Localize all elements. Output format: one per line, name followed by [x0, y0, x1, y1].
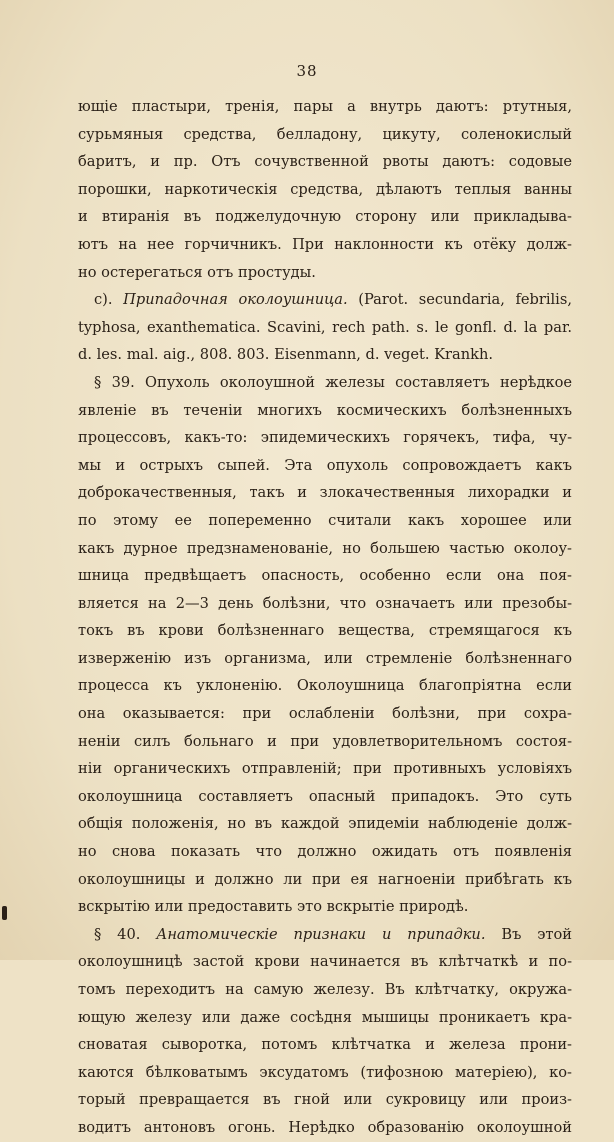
text-line-content: изверженію изъ организма, или стремленіе болѣзненнаго [78, 649, 572, 667]
text-line [78, 121, 572, 149]
text-line-content: торый превращается въ гной или сукровицу или произ- [78, 1091, 572, 1109]
text-line [78, 700, 572, 728]
text-line [78, 93, 572, 121]
text-line-content: водитъ антоновъ огонь. Нерѣдко образованію околоушной [78, 1118, 572, 1136]
text-line-continuation: Въ этой [485, 925, 572, 943]
text-line-content: мы и острыхъ сыпей. Эта опухоль сопровождаетъ какъ [78, 456, 572, 474]
text-line [78, 590, 572, 618]
text-line [78, 535, 572, 563]
text-line-content: томъ переходитъ на самую железу. Въ клѣтчатку, окружа- [78, 981, 572, 998]
text-line [78, 645, 572, 673]
text-line-content: § 40. [94, 925, 157, 943]
text-line [78, 838, 572, 866]
text-line [78, 617, 572, 645]
text-line-content: сурьмяныя средства, белладону, цикуту, соленокислый [78, 125, 572, 143]
text-line [78, 231, 572, 259]
text-line-content: typhosa, exanthematica. Scavini, rech path. s. le gonfl. d. la par. [78, 318, 572, 336]
text-line-content: d. les. mal. aig., 808. 803. Eisenmann, d. veget. Krankh. [78, 346, 494, 364]
text-line-content: сноватая сыворотка, потомъ клѣтчатка и железа прони- [78, 1036, 572, 1054]
text-line [78, 976, 572, 1004]
body-text [78, 93, 572, 1142]
text-line-content: неніи силъ больнаго и при удовлетворительномъ состоя- [78, 732, 572, 750]
text-line-content: ніи органическихъ отправленій; при противныхъ условіяхъ [78, 760, 572, 778]
italic-heading: Анатомическіе признаки и припадки. [156, 925, 486, 943]
text-line-content: баритъ, и пр. Отъ сочувственной рвоты даютъ: содовые [78, 153, 572, 171]
text-line-content: вскрытію или предоставить это вскрытіе природѣ. [78, 898, 469, 916]
text-line [78, 259, 572, 287]
text-line [78, 783, 572, 811]
text-line-content: ютъ на нее горчичникъ. При наклонности къ отёку долж- [78, 235, 572, 253]
text-line [78, 755, 572, 783]
text-line-content: § 39. Опухоль околоушной железы составляетъ нерѣдкое [94, 373, 572, 391]
text-line [78, 452, 572, 480]
text-line [78, 866, 572, 894]
text-line-content: токъ въ крови болѣзненнаго вещества, стремящагося къ [78, 622, 572, 640]
text-line-content: явленіе въ теченіи многихъ космическихъ болѣзненныхъ [78, 401, 572, 419]
text-line [78, 341, 572, 369]
text-line-content: каются бѣлковатымъ эксудатомъ (тифозною матеріею), ко- [78, 1063, 572, 1081]
text-line [78, 479, 572, 507]
text-line-content: но снова показать что должно ожидать отъ появленія [78, 843, 572, 861]
text-line-content: порошки, наркотическія средства, дѣлаютъ теплыя ванны [78, 180, 572, 198]
text-line [78, 921, 572, 949]
text-line-content: процессовъ, какъ-то: эпидемическихъ горячекъ, тифа, чу- [78, 429, 572, 447]
text-line [78, 397, 572, 425]
italic-heading: Припадочная околоушница. [123, 291, 348, 309]
text-line-content: процесса къ уклоненію. Околоушница благопріятна если [78, 677, 572, 695]
text-line [78, 1059, 572, 1087]
text-line-content: ющую железу или даже сосѣдня мышицы проникаетъ кра- [78, 1008, 572, 1026]
text-line-content: шница предвѣщаетъ опасность, особенно если она поя- [78, 567, 572, 585]
text-line-content: вляется на 2—3 день болѣзни, что означаетъ или презобы- [78, 594, 572, 612]
text-line [78, 369, 572, 397]
text-line-content: она оказывается: при ослабленіи болѣзни, при сохра- [78, 705, 572, 723]
text-line [78, 1114, 572, 1142]
text-line [78, 810, 572, 838]
text-line [78, 1031, 572, 1059]
text-line [78, 1086, 572, 1114]
text-line [78, 672, 572, 700]
text-line-continuation: (Parot. secundaria, febrilis, [347, 291, 572, 309]
text-line-content: ющіе пластыри, тренія, пары а внутрь даютъ: ртутныя, [78, 98, 572, 115]
text-line [78, 948, 572, 976]
text-line [78, 728, 572, 756]
margin-ink-mark [2, 906, 7, 920]
text-line [78, 893, 572, 921]
text-line-content: околоушница составляетъ опасный припадокъ. Это суть [78, 787, 572, 805]
text-line [78, 148, 572, 176]
text-line-content: но остерегаться отъ простуды. [78, 263, 316, 281]
page-number: 38 [296, 62, 318, 80]
text-line-content: общія положенія, но въ каждой эпидеміи наблюденіе долж- [78, 815, 572, 833]
text-line-content: и втиранія въ поджелудочную сторону или прикладыва- [78, 208, 572, 226]
text-line [78, 203, 572, 231]
text-line [78, 424, 572, 452]
text-line [78, 507, 572, 535]
text-line-content: какъ дурное предзнаменованіе, но большею частью околоу- [78, 539, 572, 557]
text-line-content: по этому ее попеременно считали какъ хорошее или [78, 511, 572, 529]
text-line [78, 1004, 572, 1032]
text-line [78, 176, 572, 204]
text-line [78, 314, 572, 342]
text-line [78, 562, 572, 590]
text-line-content: доброкачественныя, такъ и злокачественныя лихорадки и [78, 484, 572, 502]
text-line [78, 286, 572, 314]
text-line-content: околоушницы и должно ли при ея нагноеніи прибѣгать къ [78, 870, 572, 888]
text-line-content: c). [94, 291, 124, 309]
text-line-content: околоушницѣ застой крови начинается въ клѣтчаткѣ и по- [78, 953, 572, 971]
